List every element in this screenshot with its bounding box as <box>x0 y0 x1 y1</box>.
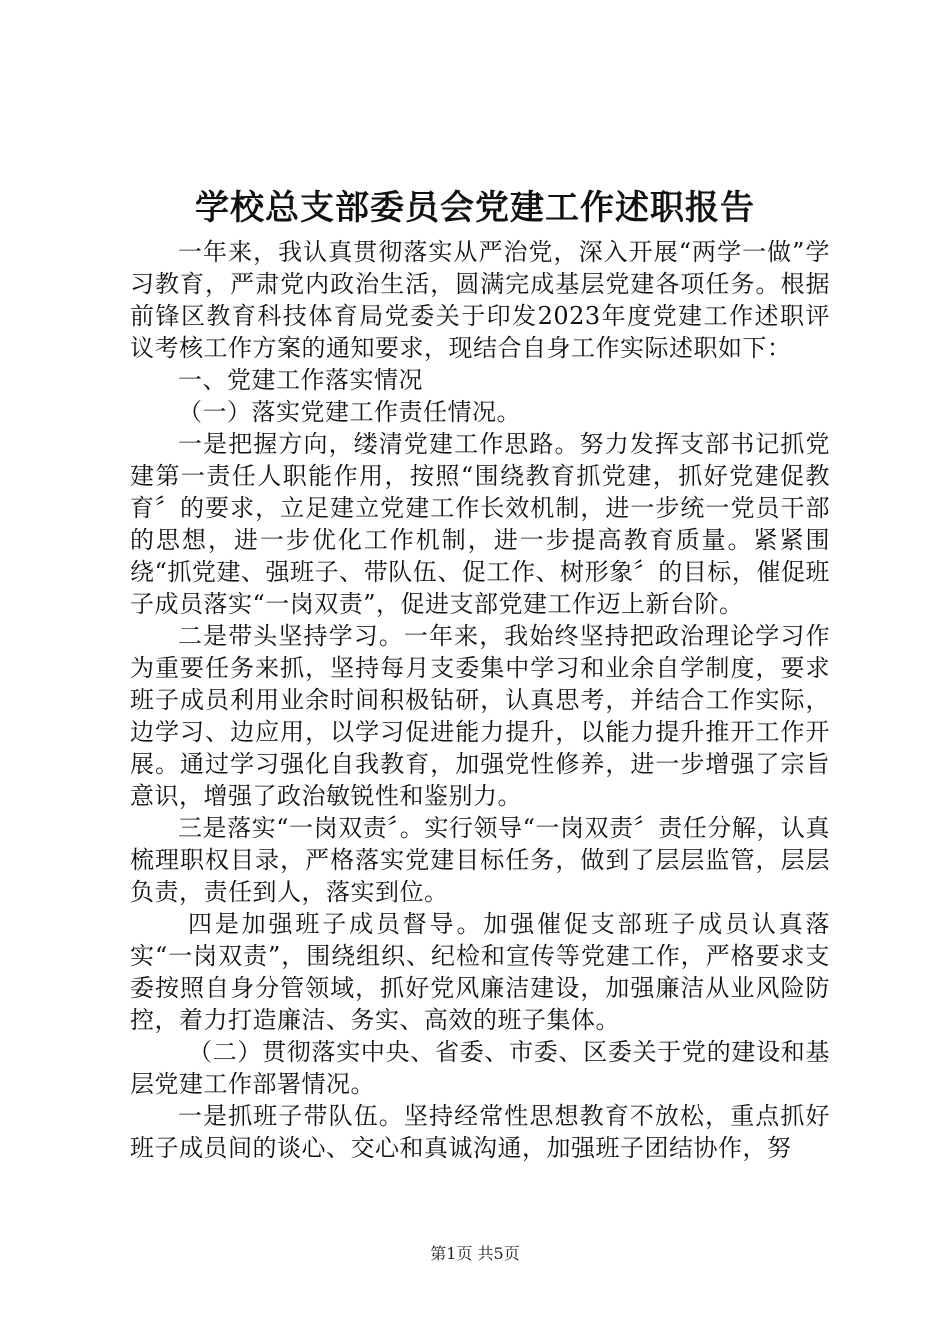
subsection-heading-1: （一）落实党建工作责任情况。 <box>178 398 521 426</box>
section-heading-1: 一、党建工作落实情况 <box>178 366 423 394</box>
paragraph-point-3: 三是落实“一岗双责〞。实行领导“一岗双责〞责任分解，认真梳理职权目录，严格落实党建目标任务，做到了层层监管，层层负责，责任到人，落实到位。 <box>130 814 830 906</box>
paragraph-point-1: 一是把握方向，缕清党建工作思路。努力发挥支部书记抓党建第一责任人职能作用，按照“围绕教育抓党建，抓好党建促教育〞的要求，立足建立党建工作长效机制，进一步统一党员干部的思想，进一步优化工作机制，进一步提高教育质量。紧紧围绕“抓党建、强班子、带队伍、促工作、树形象〞的目标，催促班子成员落实“一岗双责”，促进支部党建工作迈上新台阶。 <box>130 430 830 618</box>
paragraph-point-5: 一是抓班子带队伍。坚持经常性思想教育不放松，重点抓好班子成员间的谈心、交心和真诚沟通，加强班子团结协作，努 <box>130 1102 830 1162</box>
paragraph-point-2: 二是带头坚持学习。一年来，我始终坚持把政治理论学习作为重要任务来抓，坚持每月支委集中学习和业余自学制度，要求班子成员利用业余时间积极钻研，认真思考，并结合工作实际，边学习、边应用，以学习促进能力提升，以能力提升推开工作开展。通过学习强化自我教育，加强党性修养，进一步增强了宗旨意识，增强了政治敏锐性和鉴别力。 <box>130 622 830 810</box>
document-title: 学校总支部委员会党建工作述职报告 <box>195 188 755 228</box>
paragraph-point-4: 四是加强班子成员督导。加强催促支部班子成员认真落实“一岗双责”，围绕组织、纪检和宣传等党建工作，严格要求支委按照自身分管领域，抓好党风廉洁建设，加强廉洁从业风险防控，着力打造廉洁、务实、高效的班子集体。 <box>130 910 830 1034</box>
document-body <box>130 236 830 1164</box>
subsection-heading-2: （二）贯彻落实中央、省委、市委、区委关于党的建设和基层党建工作部署情况。 <box>130 1038 830 1098</box>
intro-paragraph: 一年来，我认真贯彻落实从严治党，深入开展“两学一做”学习教育，严肃党内政治生活，圆满完成基层党建各项任务。根据前锋区教育科技体育局党委关于印发2023年度党建工作述职评议考核工作方案的通知要求，现结合自身工作实际述职如下： <box>130 238 830 362</box>
page-number-footer: 第1页 共5页 <box>430 1244 520 1263</box>
